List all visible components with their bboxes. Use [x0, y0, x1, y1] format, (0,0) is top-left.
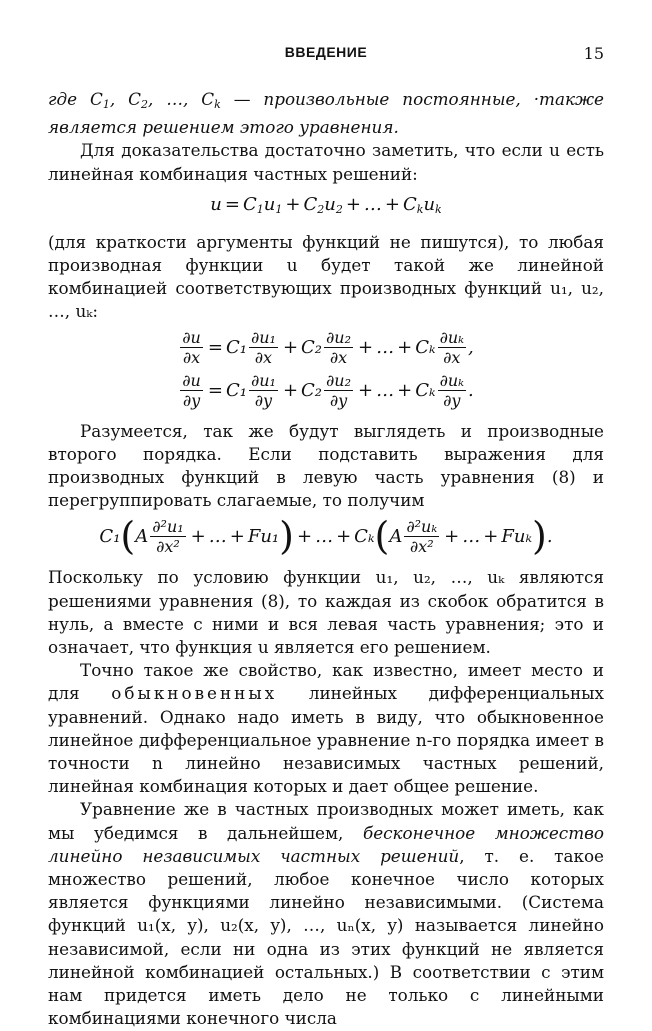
paragraph-5: Поскольку по условию функции u₁, u₂, …, uₖ являются решениями уравнения (8), то каждая из скобок обратится в нуль, а вместе с ними и вся левая часть уравнения; это и означает, что функция u является его решением.	[48, 567, 604, 658]
running-title: ВВЕДЕНИЕ	[284, 44, 368, 60]
eq1-u1-sub: 1	[275, 202, 283, 216]
p1-sep-1: ,	[109, 89, 129, 109]
equation-derivative-x	[48, 328, 604, 367]
frac-du-dx	[180, 328, 203, 367]
eq1-ck: C	[403, 193, 417, 215]
paragraph-6	[48, 659, 604, 798]
eq3-plus-3: +	[296, 525, 313, 547]
page-header	[48, 44, 604, 68]
equation-derivatives	[48, 328, 604, 410]
p1-c2-sub: 2	[140, 98, 148, 111]
frac-du-dy-num: ∂u	[182, 370, 201, 390]
eq3-close-paren-1: )	[279, 514, 294, 559]
p1-text-g: — произвольные постоянные, ·также является решением этого уравнения.	[48, 89, 604, 138]
frac-duk-dy-num: ∂uₖ	[439, 370, 464, 390]
eq3-a2: A	[389, 525, 403, 547]
equation-derivative-y	[48, 371, 604, 410]
p1-ck-sub: k	[214, 98, 221, 111]
p1-c1	[90, 89, 110, 109]
paragraph-1	[48, 88, 604, 139]
frac-duk-dy-den: ∂y	[443, 390, 461, 410]
row1-c2: C₂	[301, 336, 323, 358]
row1-ck: Cₖ	[415, 336, 436, 358]
frac-du1-dx	[249, 328, 278, 367]
frac-du-dy	[180, 371, 203, 410]
eq1-u: u	[210, 193, 222, 215]
frac-d2uk-dx2-num: ∂²uₖ	[406, 516, 438, 536]
frac-duk-dx-num: ∂uₖ	[439, 327, 464, 347]
row1-equals: =	[207, 336, 223, 358]
p6-text-c: линейных дифференциальных уравнений. Однако надо иметь в виду, что обыкновенное линейное дифференциальное уравнение n-го порядка имеет в точности n линейно независимых частных решений, линейная комбинация которых и дает общее решение.	[48, 683, 604, 797]
p1-c2	[128, 89, 148, 109]
eq1-u1: u	[263, 193, 276, 215]
row2-c1: C₁	[225, 379, 247, 401]
eq3-plus-5: +	[444, 525, 460, 547]
row2-plus-3: +	[397, 379, 413, 401]
eq1-dots: …	[363, 193, 382, 215]
frac-du-dx-num: ∂u	[182, 327, 201, 347]
p7-text-a: Уравнение же в частных производных может иметь, как мы убедимся в дальнейшем,	[48, 799, 604, 843]
p1-ck-letter: C	[201, 89, 215, 109]
row1-end: ,	[467, 336, 474, 358]
eq3-close-paren-2: )	[532, 514, 547, 559]
paragraph-3: (для краткости аргументы функций не пишутся), то любая производная функции u будет такой же линейной комбинацией соответствующих производных функций u₁, u₂, …, uₖ:	[48, 231, 604, 322]
frac-du2-dy	[324, 371, 353, 410]
row1-plus-2: +	[358, 336, 374, 358]
eq1-ck-sub: k	[416, 202, 424, 216]
p1-ck	[201, 89, 221, 109]
frac-du2-dx	[324, 328, 353, 367]
row2-dots: …	[376, 379, 395, 401]
frac-du-dy-den: ∂y	[182, 390, 201, 410]
row2-equals: =	[207, 379, 223, 401]
p7-italic-phrase: бесконечное множество линейно независимых частных решений	[48, 822, 604, 866]
eq3-c1: C₁	[99, 525, 121, 547]
eq1-u2-sub: 2	[335, 202, 343, 216]
eq3-plus-1: +	[190, 525, 206, 547]
frac-d2u1-dx2-num: ∂²u₁	[152, 516, 184, 536]
row1-plus-3: +	[397, 336, 413, 358]
page-number: 15	[583, 44, 604, 63]
eq1-uk: u	[423, 193, 436, 215]
p6-spaced-word: обыкновенных	[111, 683, 278, 704]
row2-plus-2: +	[358, 379, 374, 401]
eq1-c2: C	[303, 193, 318, 215]
eq3-fu1: Fu₁	[247, 525, 280, 547]
eq3-dots-3: …	[462, 525, 481, 547]
frac-d2u1-dx2-den: ∂x²	[156, 536, 180, 556]
eq1-equals: =	[224, 193, 240, 215]
p1-sep-2: , …,	[147, 89, 202, 109]
eq1-uk-sub: k	[435, 202, 442, 216]
frac-du-dx-den: ∂x	[182, 347, 201, 367]
eq3-open-paren-1: (	[120, 514, 136, 559]
p1-c1-letter: C	[89, 89, 103, 109]
frac-d2uk-dx2	[404, 517, 439, 556]
frac-du2-dy-den: ∂y	[329, 390, 348, 410]
row1-c1: C₁	[225, 336, 247, 358]
frac-du1-dx-den: ∂x	[254, 347, 273, 367]
paragraph-4: Разумеется, так же будут выглядеть и производные второго порядка. Если подставить выражения для производных функций в левую часть уравнения (8) и перегруппировать слагаемые, то получим	[48, 420, 604, 511]
eq1-c1-sub: 1	[256, 202, 264, 216]
p1-text-a: где	[48, 89, 90, 109]
equation-second-order-row	[48, 514, 604, 559]
eq3-plus-6: +	[483, 525, 499, 547]
row2-end: .	[467, 379, 474, 401]
frac-du1-dy-num: ∂u₁	[250, 370, 276, 390]
eq3-dots-2: …	[315, 525, 334, 547]
row2-plus-1: +	[282, 379, 299, 401]
p7-text-c: , т. е. такое множество решений, любое конечное число которых является функциями линейно независимыми. (Система функций u₁(x, y), u₂(x, y), …, uₙ(x, y) называется линейно независимой, если ни одна из этих функций не является линейной комбинацией остальных.) В соответствии с этим нам придется иметь дело не только с линейными комбинациями конечного числа	[48, 845, 604, 1029]
eq3-open-paren-2: (	[374, 514, 390, 559]
frac-du1-dy-den: ∂y	[254, 390, 273, 410]
frac-du2-dx-den: ∂x	[329, 347, 348, 367]
eq3-a1: A	[135, 525, 149, 547]
frac-duk-dx-den: ∂x	[443, 347, 461, 367]
frac-duk-dx	[438, 328, 466, 367]
frac-du2-dx-num: ∂u₂	[326, 327, 352, 347]
p1-c2-letter: C	[128, 89, 141, 109]
eq3-dots-1: …	[208, 525, 227, 547]
paragraph-2: Для доказательства достаточно заметить, что если u есть линейная комбинация частных решений:	[48, 140, 604, 184]
row2-c2: C₂	[301, 379, 323, 401]
frac-du2-dy-num: ∂u₂	[326, 370, 352, 390]
eq3-plus-2: +	[229, 525, 245, 547]
row1-plus-1: +	[282, 336, 299, 358]
eq1-plus-3: +	[384, 193, 400, 215]
frac-du1-dx-num: ∂u₁	[250, 327, 276, 347]
eq1-plus-1: +	[285, 193, 301, 215]
equation-linear-combination	[48, 192, 604, 223]
frac-d2uk-dx2-den: ∂x²	[409, 536, 434, 556]
p6-text-a: Точно такое же свойство, как известно, имеет место и для	[48, 660, 604, 704]
row1-dots: …	[376, 336, 395, 358]
paragraph-7	[48, 798, 604, 1030]
row2-ck: Cₖ	[415, 379, 436, 401]
frac-du1-dy	[249, 371, 278, 410]
eq3-fuk: Fuₖ	[501, 525, 533, 547]
eq3-plus-4: +	[336, 525, 352, 547]
frac-duk-dy	[438, 371, 466, 410]
eq1-c1: C	[242, 193, 257, 215]
eq1-u2: u	[324, 193, 336, 215]
equation-second-order	[48, 514, 604, 559]
eq1-plus-2: +	[345, 193, 361, 215]
body-text	[48, 88, 604, 1031]
p1-c1-sub: 1	[102, 98, 110, 111]
frac-d2u1-dx2	[150, 517, 185, 556]
eq3-end: .	[546, 525, 553, 547]
eq3-ck: Cₖ	[354, 525, 375, 547]
eq1-c2-sub: 2	[317, 202, 325, 216]
